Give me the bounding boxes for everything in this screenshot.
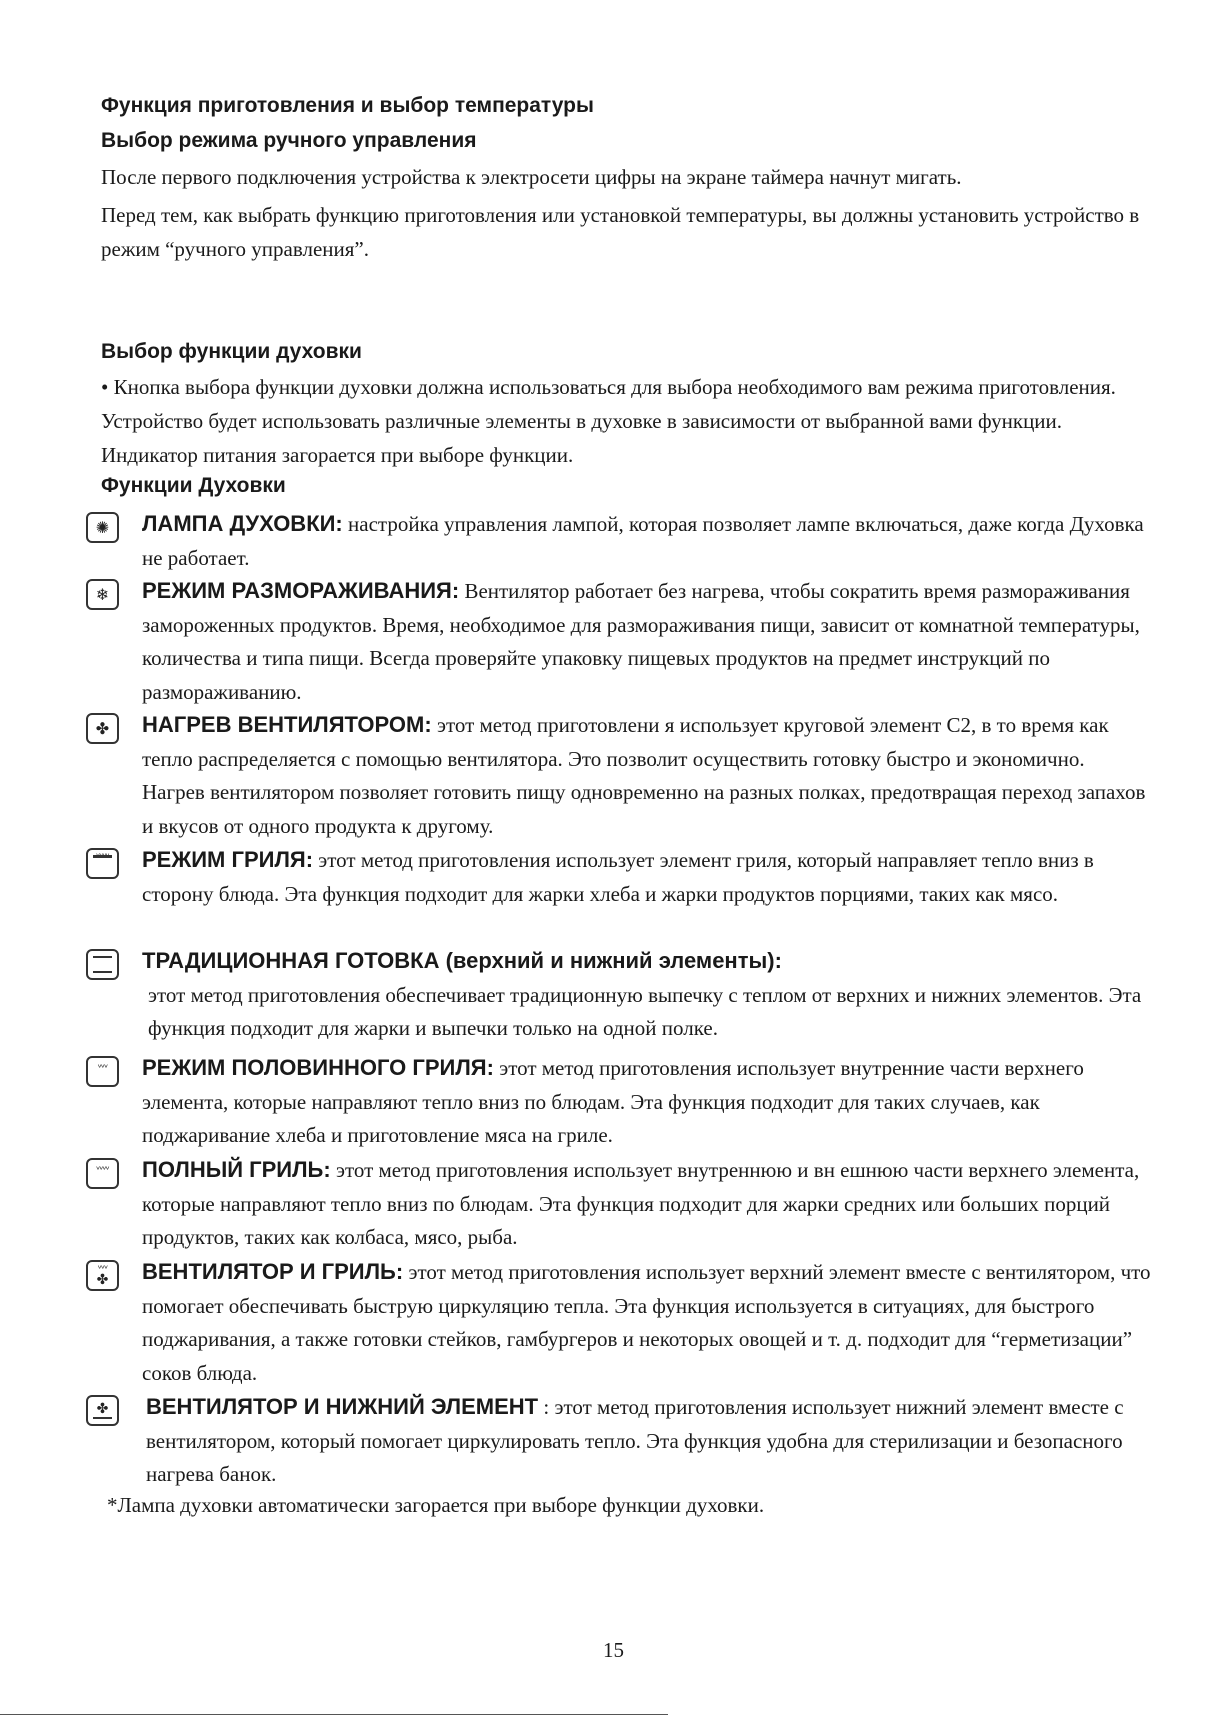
function-desc: Вентилятор работает без нагрева, чтобы сократить время размораживания замороженных продуктов. Время, необходимое для размораживания пищи, зависит от комнатной температуры, количества и типа пищи. Всегда проверяйте упаковку пищевых продуктов на предмет инструкций по размораживанию. [142,579,1140,705]
top-bottom-heat-icon [86,949,119,980]
function-item-defrost [142,574,1152,710]
oven-intro-paragraph: • Кнопка выбора функции духовки должна использоваться для выбора необходимого вам режима приготовления. Устройство будет использовать различные элементы в духовке в зависимости от выбранной вами функции. Индикатор питания загорается при выборе функции. [101,375,1116,467]
function-item-half-grill [142,1051,1152,1153]
function-item-conventional [142,944,1152,1046]
function-item-grill [142,843,1152,911]
lamp-icon: ✺ [86,512,119,543]
full-grill-icon: ᵛᵛᵛᵛ [86,1158,119,1189]
manual-mode-text [101,160,1141,266]
function-item-fan-bottom [146,1390,1152,1492]
function-name: ЛАМПА ДУХОВКИ: [142,511,343,536]
fan-icon: ✤ [86,713,119,744]
subsection-title: Выбор режима ручного управления [101,129,477,152]
footer-divider [0,1714,668,1715]
function-name: РЕЖИМ ГРИЛЯ: [142,847,314,872]
footnote: *Лампа духовки автоматически загорается при выборе функции духовки. [107,1493,765,1517]
function-desc: этот метод приготовлени я использует круговой элемент С2, в то время как тепло распределяется с помощью вентилятора. Это позволит осуществить готовку быстро и экономично. Нагрев вентилятором позволяет готовить пищу одновременно на разных полках, предотвращая переход запахов и вкусов от одного продукта к другому. [142,713,1146,839]
intro-paragraph-2: Перед тем, как выбрать функцию приготовления или установкой температуры, вы должны установить устройство в режим “ручного управления”. [101,203,1140,261]
function-desc: этот метод приготовления использует элемент гриля, который направляет тепло вниз в сторону блюда. Эта функция подходит для жарки хлеба и жарки продуктов порциями, таких как мясо. [142,848,1094,906]
function-desc: этот метод приготовления использует внутренние части верхнего элемента, которые направляют тепло вниз по блюдам. Эта функция подходит для таких случаев, как поджаривание хлеба и приготовление мяса на гриле. [142,1056,1084,1148]
function-item-fan-heat [142,708,1152,844]
function-name: НАГРЕВ ВЕНТИЛЯТОРОМ: [142,712,432,737]
half-grill-icon: ᵛᵛᵛ [86,1056,119,1087]
intro-paragraph-1: После первого подключения устройства к электросети цифры на экране таймера начнут мигать. [101,165,962,189]
function-desc: этот метод приготовления обеспечивает традиционную выпечку с теплом от верхних и нижних элементов. Эта функция подходит для жарки и выпечки только на одной полке. [148,982,1142,1041]
function-item-lamp [142,507,1152,575]
function-desc: этот метод приготовления использует внутреннюю и вн ешнюю части верхнего элемента, которые направляют тепло вниз по блюдам. Эта функция подходит для жарки средних или больших порций продуктов, таких как колбаса, мясо, рыба. [142,1158,1140,1250]
function-desc: : этот метод приготовления использует нижний элемент вместе с вентилятором, который помогает циркулировать тепло. Эта функция удобна для стерилизации и безопасного нагрева банок. [146,1395,1124,1487]
function-name: ВЕНТИЛЯТОР И ГРИЛЬ: [142,1259,404,1284]
function-name: РЕЖИМ РАЗМОРАЖИВАНИЯ: [142,578,460,603]
oven-function-title: Выбор функции духовки [101,340,362,363]
oven-functions-title: Функции Духовки [101,474,286,497]
function-name: ТРАДИЦИОННАЯ ГОТОВКА (верхний и нижний элементы): [142,948,782,973]
oven-function-intro [101,370,1141,472]
function-name: ВЕНТИЛЯТОР И НИЖНИЙ ЭЛЕМЕНТ [146,1394,539,1419]
function-name: РЕЖИМ ПОЛОВИННОГО ГРИЛЯ: [142,1055,494,1080]
function-name: ПОЛНЫЙ ГРИЛЬ: [142,1157,331,1182]
function-desc: настройка управления лампой, которая позволяет лампе включаться, даже когда Духовка не работает. [142,512,1144,570]
grill-icon [86,848,119,879]
section-title: Функция приготовления и выбор температуры [101,94,594,117]
fan-bottom-heat-icon: ✤ [86,1395,119,1426]
page-number: 15 [603,1638,624,1662]
function-desc: этот метод приготовления использует верхний элемент вместе с вентилятором, что помогает обеспечивать быструю циркуляцию тепла. Эта функция используется в ситуациях, для быстрого поджаривания, а также готовки стейков, гамбургеров и некоторых овощей и т. д. подходит для “герметизации” соков блюда. [142,1260,1151,1386]
function-item-full-grill [142,1153,1152,1255]
snowflake-icon: ❄ [86,579,119,610]
fan-grill-icon: ᵛᵛᵛ ✤ [86,1260,119,1291]
function-item-fan-grill [142,1255,1152,1391]
